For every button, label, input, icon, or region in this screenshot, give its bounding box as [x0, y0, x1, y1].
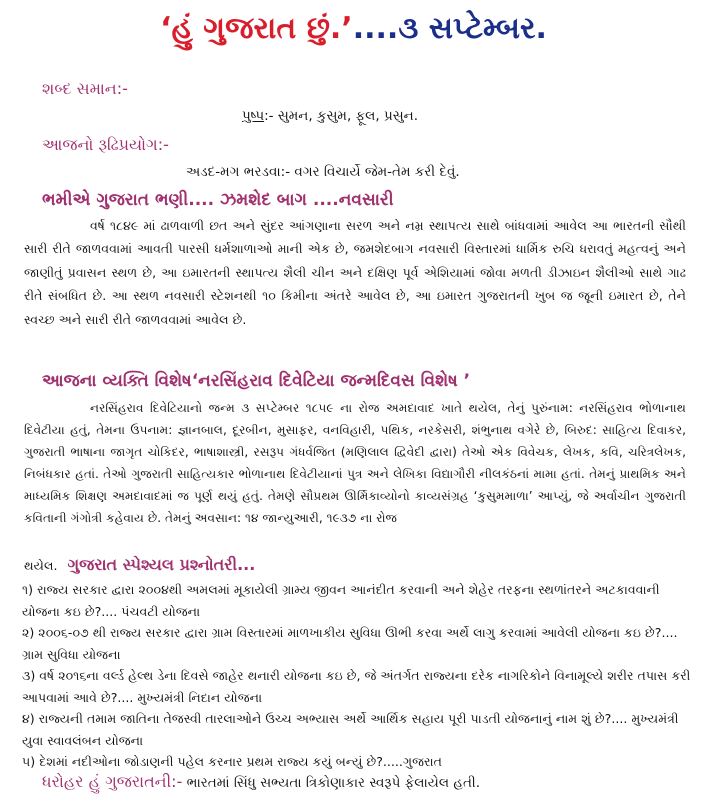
page-title — [0, 10, 707, 48]
heritage-line — [42, 771, 480, 794]
idiom-heading: આજનો રૂઢિપ્રયોગ:- — [42, 135, 169, 154]
word-family-heading: શબ્દ સમાન:- — [42, 79, 128, 98]
travel-heading: ભમીએ ગુજરાત ભણી.... ઝમશેદ બાગ ....નવસારી — [42, 190, 394, 210]
travel-paragraph — [24, 214, 686, 331]
word-family-line — [242, 106, 418, 126]
quiz-item-5: ૫) દેશમાં નદીઓના જોડાણની પહેલ કરનાર પ્રથમ રાજ્ય કયું બન્યું છે?.....ગુજરાત — [22, 754, 442, 769]
title-quote: ‘હું ગુજરાત છું.’ — [160, 11, 353, 46]
word-family-term: પુષ્પ — [242, 108, 265, 124]
person-heading-highlight: ‘નરસિંહરાવ દિવેટિયા જન્મદિવસ વિશેષ ’ — [191, 371, 471, 391]
word-family-synonyms: :- સુમન, કુસુમ, ફૂલ, પ્રસુન. — [264, 108, 418, 124]
quiz-list — [22, 579, 694, 773]
quiz-item-3: ૩) વર્ષ ૨૦૧૬ના વર્લ્ડ હેલ્થ ડેના દિવસે જાહેર થનારી યોજના કઇ છે, જે અંતર્ગત રાજ્યના દરેક નાગરિકોને વિનામૂલ્યે શરીર તપાસ કરી આપવામાં આવે છે?.... મુખ્યમંત્રી નિદાન યોજના — [22, 668, 691, 705]
person-paragraph — [24, 397, 686, 530]
title-date: ૩ સપ્ટેમ્બર. — [398, 11, 547, 46]
person-last-word: થયેલ. — [24, 558, 58, 573]
quiz-item-2: ૨) ૨૦૦૬-૦૭ થી રાજ્ય સરકાર દ્વારા ગ્રામ વિસ્તારમાં માળખાકીય સુવિધા ઊભી કરવા અર્થે લાગુ કરવામાં આવેલી યોજના કઇ છે?.... ગ્રામ સુવિધા યોજના — [22, 625, 678, 662]
quiz-item-1: ૧) રાજ્ય સરકાર દ્વારા ૨૦૦૪થી અમલમાં મૂકાયેલી ગ્રામ્ય જીવન આનંદીત કરવાની અને શેહેર તરફના સ્થળાંતરને અટકાવવાની યોજના કઇ છે?.... પંચવટી યોજના — [22, 582, 660, 619]
title-dots: .... — [352, 11, 399, 46]
quiz-heading: ગુજરાત સ્પેશ્યલ પ્રશ્નોતરી... — [67, 555, 256, 574]
person-heading — [42, 370, 470, 392]
travel-paragraph-text: વર્ષ ૧૮૪૯ માં ઢાળવાળી છત અને સુંદર આંગણાના સરળ અને નમ્ર સ્થાપત્ય સાથે બાંધવામાં આવેલ આ ભારતની સૌથી સારી રીતે જાળવવામાં આવતી પારસી ધર્મશાળાઓ માની એક છે, જમશેદબાગ નવસારી વિસ્તારમાં ધાર્મિક રુચિ ધરાવતું મહત્વનું અને જાણીતું પ્રવાસન સ્થળ છે, આ ઇમારતની સ્થાપત્ય શૈલી ચીન અને દક્ષિણ પૂર્વ એશિયામાં જોવા મળતી ડીઝાઇન શૈલીઓ સાથે ગાઢ રીતે સંબધિત છે. આ સ્થળ નવસારી સ્ટેશનથી ૧૦ કિમીના અંતરે આવેલ છે, આ ઇમારત ગુજરાતની ખુબ જ જૂની ઇમારત છે, તેને સ્વચ્છ અને સારી રીતે જાળવવામાં આવેલ છે. — [24, 218, 686, 327]
person-heading-label: આજના વ્યક્તિ વિશેષ — [42, 371, 192, 391]
person-paragraph-end-line — [24, 555, 255, 576]
heritage-heading: ધરોહર હું ગુજરાતની:- — [42, 772, 183, 791]
idiom-text: અડદ-મગ ભરડવા:- વગર વિચાર્યે જેમ-તેમ કરી દેવું. — [186, 164, 460, 180]
quiz-item-4: ૪) રાજ્યની તમામ જાતિના તેજસ્વી તારલાઓને ઉચ્ચ અભ્યાસ અર્થે આર્થિક સહાય પૂરી પાડતી યોજનાનું નામ શું છે?.... મુખ્યમંત્રી યુવા સ્વાવલંબન યોજના — [22, 711, 679, 748]
heritage-text: ભારતમાં સિંધુ સભ્યતા ત્રિકોણાકાર સ્વરૂપે ફેલાયેલ હતી. — [186, 775, 481, 791]
person-paragraph-text: નરસિંહરાવ દિવેટિયાનો જન્મ ૩ સપ્ટેમ્બર ૧૮૫૯ ના રોજ અમદાવાદ ખાતે થયેલ, તેનું પુરુંનામ: નરસિંહરાવ ભોળાનાથ દિવેટીયા હતું, તેમના ઉપનામ: જ્ઞાનબાલ, દૂરબીન, મુસાફર, વનવિહારી, પથિક, નરકેસરી, શંભુનાથ વગેરે છે, બિરુદ: સાહિત્ય દિવાકર, ગુજરાતી ભાષાના જાગૃત ચોકિદર, ભાષાશાસ્ત્રી, રસરૂપ ગંધર્વજિત (મણિલાલ દ્વિવેદી દ્વારા) તેઓ એક વિવેચક, લેખક, કવિ, ચરિત્રલેખક, નિબંધકાર હતાં. તેઓ ગુજરાતી સાહિત્યકાર ભોળાનાથ દિવેટીયાનાં પુત્ર અને લેખિકા વિદ્યાગૌરી નીલકંઠનાં મામા હતાં. તેમનું પ્રાથમિક અને માધ્યમિક શિક્ષણ અમદાવાદમાં જ પૂર્ણ થયું હતું. તેમણે સૌપ્રથમ ઊર્મિકાવ્યોનો કાવ્યસંગ્રહ ‘કુસુમમાળા’ આપ્યું, જે અર્વાચીન ગુજરાતી કવિતાની ગંગોત્રી કહેવાય છે. તેમનું અવસાન: ૧૪ જાન્યુઆરી, ૧૯૩૭ ના રોજ — [24, 401, 686, 526]
